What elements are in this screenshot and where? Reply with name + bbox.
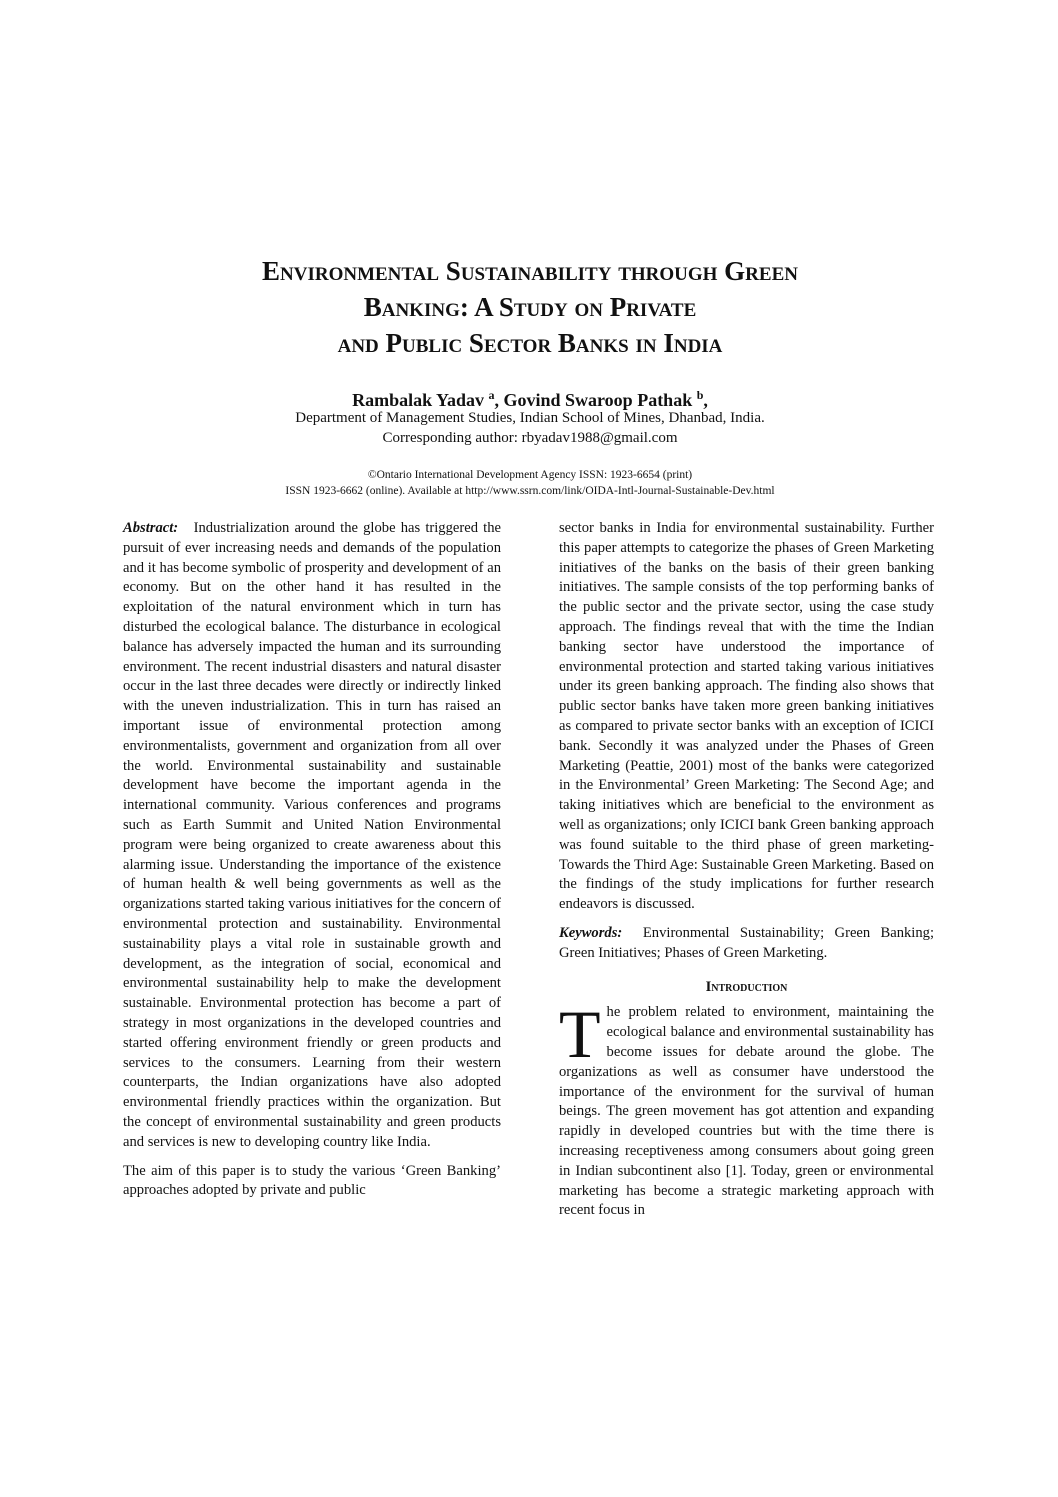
title-line-1: Environmental Sustainability through Green bbox=[262, 256, 798, 286]
title-line-2: Banking: A Study on Private bbox=[363, 292, 697, 322]
section-heading-introduction: Introduction bbox=[705, 978, 788, 995]
publication-info-line-2: ISSN 1923-6662 (online). Available at http://www.ssrn.com/link/OIDA-Intl-Journal-Sustainable-Dev.html bbox=[285, 485, 775, 497]
abstract bbox=[123, 519, 501, 1153]
abstract-label: Abstract: bbox=[123, 520, 179, 536]
abstract-text: Industrialization around the globe has triggered the pursuit of ever increasing needs and demands of the population and it has become symbolic of prosperity and development of an economy. But on the other hand it has resulted in the exploitation of the natural environment which in turn has disturbed the ecological balance. The disturbance in ecological balance has adversely impacted the human and its surrounding environment. The recent industrial disasters and natural disaster occur in the last three decades were directly or indirectly linked with the uneven industrialization. This in turn has raised an important issue of environmental protection among environmentalists, government and organization from all over the world. Environmental sustainability and sustainable development have become the important agenda in the international community. Various conferences and programs such as Earth Summit and United Nation Environmental program were being organized to create awareness about this alarming issue. Understanding the importance of the existence of human health & well being governments as well as the organizations started taking various initiatives for the concern of environmental protection and sustainability. Environmental sustainability plays a vital role in sustainable growth and development, as the integration of social, economical and environmental sustainability help to make the development sustainable. Environmental protection has become a part of strategy in most organizations in the developed countries and started offering environment friendly or green products and services to the consumers. Learning from their western counterparts, the Indian organizations have also adopted environmental friendly practices within the organization. But the concept of environmental sustainability and green products and services is new to developing country like India. bbox=[123, 520, 501, 1150]
drop-cap: T bbox=[559, 996, 601, 1073]
publication-info-line-1: ©Ontario International Development Agency ISSN: 1923-6654 (print) bbox=[367, 469, 693, 481]
affiliation-marker: a bbox=[488, 388, 495, 402]
affiliation-marker: b bbox=[696, 388, 704, 402]
introduction-paragraph bbox=[559, 996, 934, 1221]
author-name: Rambalak Yadav bbox=[352, 390, 484, 410]
abstract-paragraph-2-continued: sector banks in India for environmental sustainability. Further this paper attempts to categorize the phases of Green Marketing initiatives of the banks on the basis of their green banking initiatives. The sample consists of the top performing banks of the public sector and the private sector, using the case study approach. The findings reveal that with the time the Indian banking sector have understood the importance of environmental protection and started taking various initiatives under its green banking approach. The finding also shows that public sector banks have taken more green banking initiatives as compared to private sector banks with an exception of ICICI bank. Secondly it was analyzed under the Phases of Green Marketing (Peattie, 2001) most of the banks were categorized in the Environmental’ Green Marketing: The Second Age; and taking initiatives which are beneficial to the environment as well as organizations; only ICICI bank Green banking approach was found suitable to the third phase of green marketing- Towards the Third Age: Sustainable Green Marketing. Based on the findings of the study implications for further research endeavors is discussed. bbox=[559, 520, 934, 913]
affiliation: Department of Management Studies, Indian School of Mines, Dhanbad, India. bbox=[295, 410, 765, 426]
left-column bbox=[123, 519, 501, 1210]
introduction-text: he problem related to environment, maintaining the ecological balance and environmental sustainability has become issues for debate around the globe. The organizations as well as consumer have understood the importance of the environment for the survival of human beings. The green movement has got attention and expanding rapidly in developed countries but with the time there is increasing receptiveness among consumers about going green in Indian subcontinent also [1]. Today, green or environmental marketing has become a strategic marketing approach with recent focus in bbox=[559, 1004, 934, 1219]
abstract-paragraph-2-start: The aim of this paper is to study the various ‘Green Banking’ approaches adopted by private and public bbox=[123, 1162, 501, 1199]
author-list: Rambalak Yadav $^a$, Govind Swaroop Pathak $^b$, bbox=[352, 388, 708, 410]
author-name: Govind Swaroop Pathak bbox=[503, 390, 693, 410]
title-line-3: and Public Sector Banks in India bbox=[337, 328, 723, 358]
keywords-text: Environmental Sustainability; Green Banking; Green Initiatives; Phases of Green Marketing. bbox=[559, 924, 935, 961]
paper-title bbox=[130, 253, 930, 361]
corresponding-author: Corresponding author: rbyadav1988@gmail.com bbox=[382, 430, 678, 446]
keywords bbox=[559, 924, 934, 964]
right-column bbox=[559, 519, 934, 1230]
keywords-label: Keywords: bbox=[559, 924, 623, 941]
